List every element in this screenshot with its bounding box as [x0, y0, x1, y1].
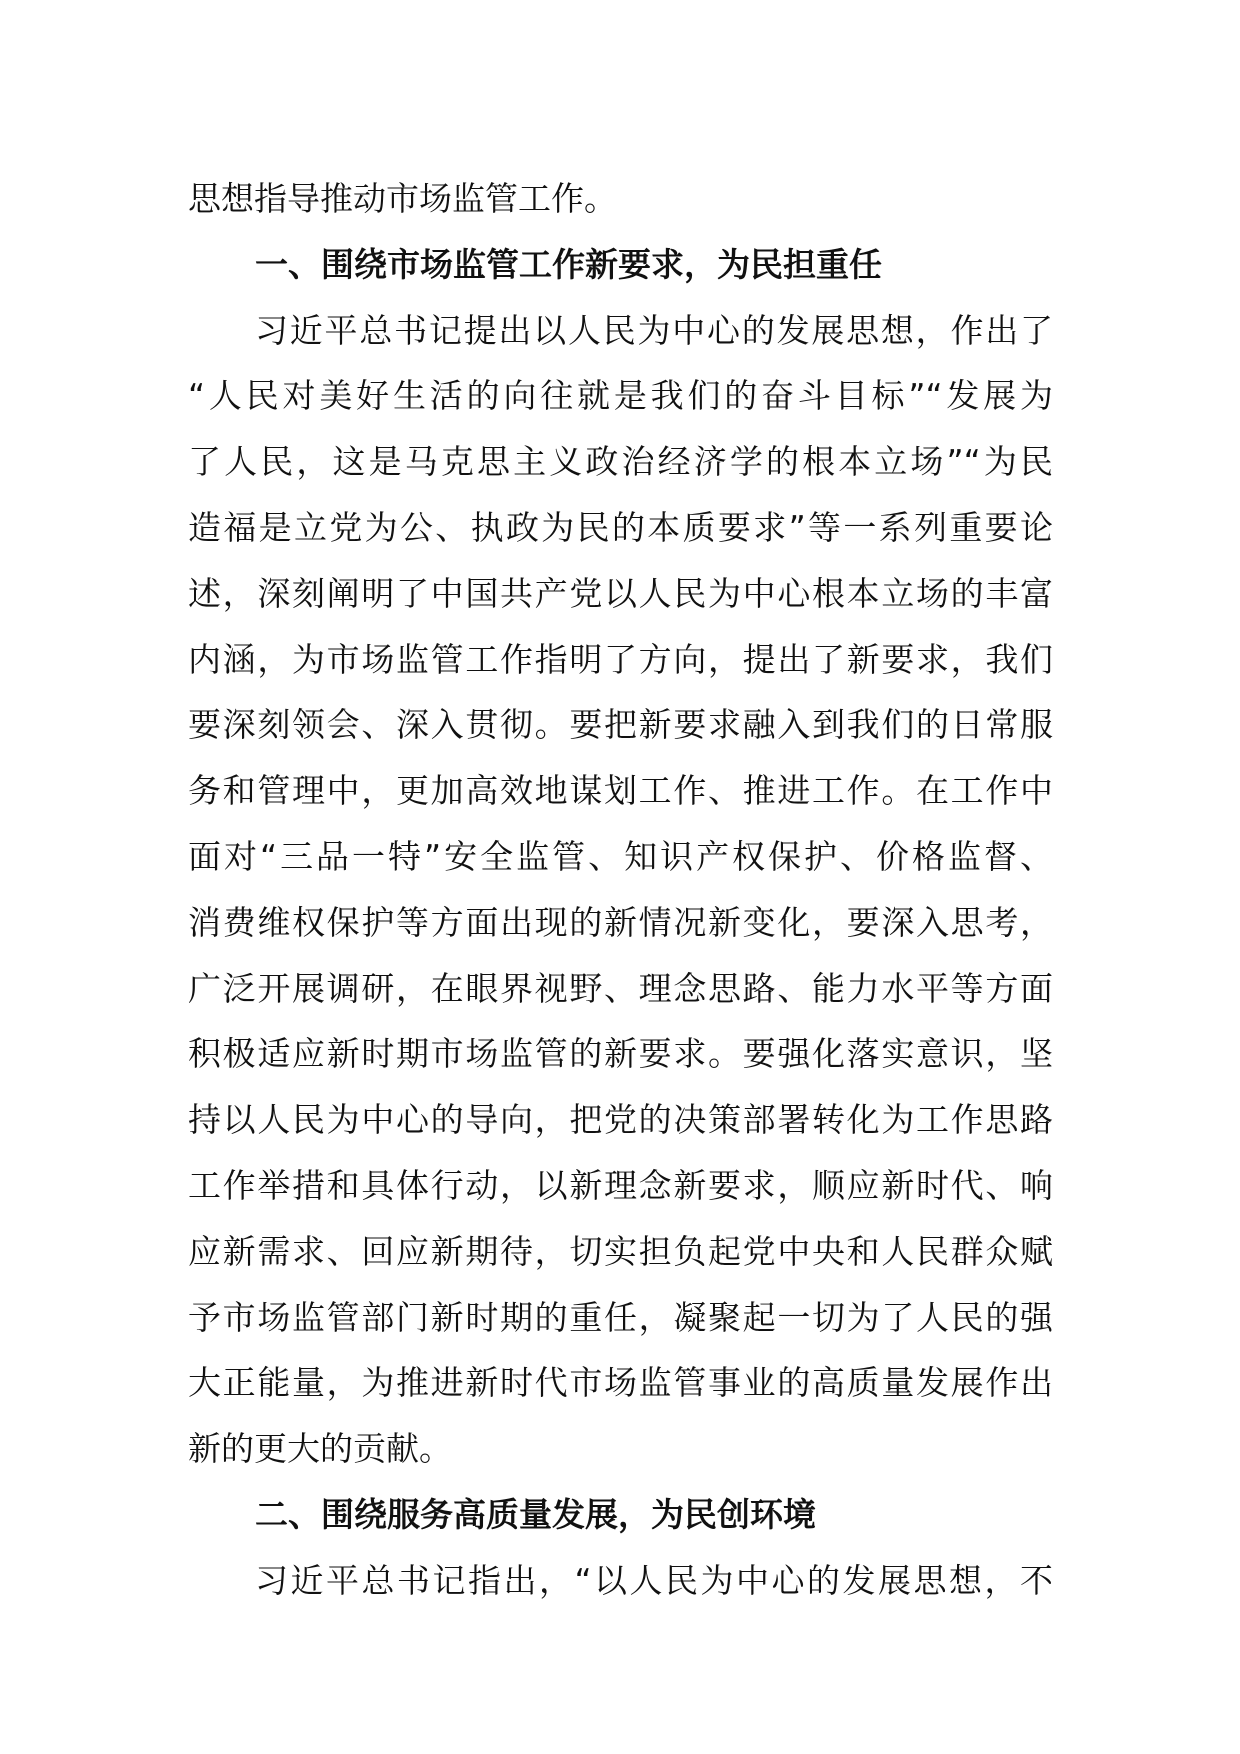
paragraph-line: 消费维权保护等方面出现的新情况新变化，要深入思考，	[188, 902, 1053, 942]
paragraph-line: 务和管理中，更加高效地谋划工作、推进工作。在工作中	[188, 771, 1053, 811]
paragraph-line: 思想指导推动市场监管工作。	[188, 179, 617, 218]
paragraph-line: 习近平总书记提出以人民为中心的发展思想，作出了	[255, 310, 1053, 350]
paragraph-line: “人民对美好生活的向往就是我们的奋斗目标”“发展为	[188, 376, 1053, 416]
paragraph-line: 积极适应新时期市场监管的新要求。要强化落实意识，坚	[188, 1034, 1053, 1074]
paragraph-line: 内涵，为市场监管工作指明了方向，提出了新要求，我们	[188, 639, 1053, 679]
paragraph-line: 造福是立党为公、执政为民的本质要求”等一系列重要论	[188, 507, 1053, 547]
paragraph-line: 新的更大的贡献。	[188, 1429, 452, 1469]
paragraph-line: 应新需求、回应新期待，切实担负起党中央和人民群众赋	[188, 1231, 1053, 1271]
paragraph-line: 习近平总书记指出，“以人民为中心的发展思想，不	[255, 1560, 1053, 1600]
paragraph-line: 面对“三品一特”安全监管、知识产权保护、价格监督、	[188, 836, 1053, 876]
section-heading: 一、围绕市场监管工作新要求，为民担重任	[255, 244, 882, 284]
paragraph-line: 广泛开展调研，在眼界视野、理念思路、能力水平等方面	[188, 968, 1053, 1008]
paragraph-line: 持以人民为中心的导向，把党的决策部署转化为工作思路	[188, 1100, 1053, 1140]
paragraph-line: 述，深刻阐明了中国共产党以人民为中心根本立场的丰富	[188, 573, 1053, 613]
paragraph-line: 要深刻领会、深入贯彻。要把新要求融入到我们的日常服	[188, 705, 1053, 745]
paragraph-line: 大正能量，为推进新时代市场监管事业的高质量发展作出	[188, 1363, 1053, 1403]
section-heading: 二、围绕服务高质量发展，为民创环境	[255, 1494, 816, 1534]
document-body	[188, 166, 1053, 1614]
paragraph-line: 予市场监管部门新时期的重任，凝聚起一切为了人民的强	[188, 1297, 1053, 1337]
paragraph-line: 了人民，这是马克思主义政治经济学的根本立场”“为民	[188, 442, 1053, 482]
paragraph-line: 工作举措和具体行动，以新理念新要求，顺应新时代、响	[188, 1165, 1053, 1205]
